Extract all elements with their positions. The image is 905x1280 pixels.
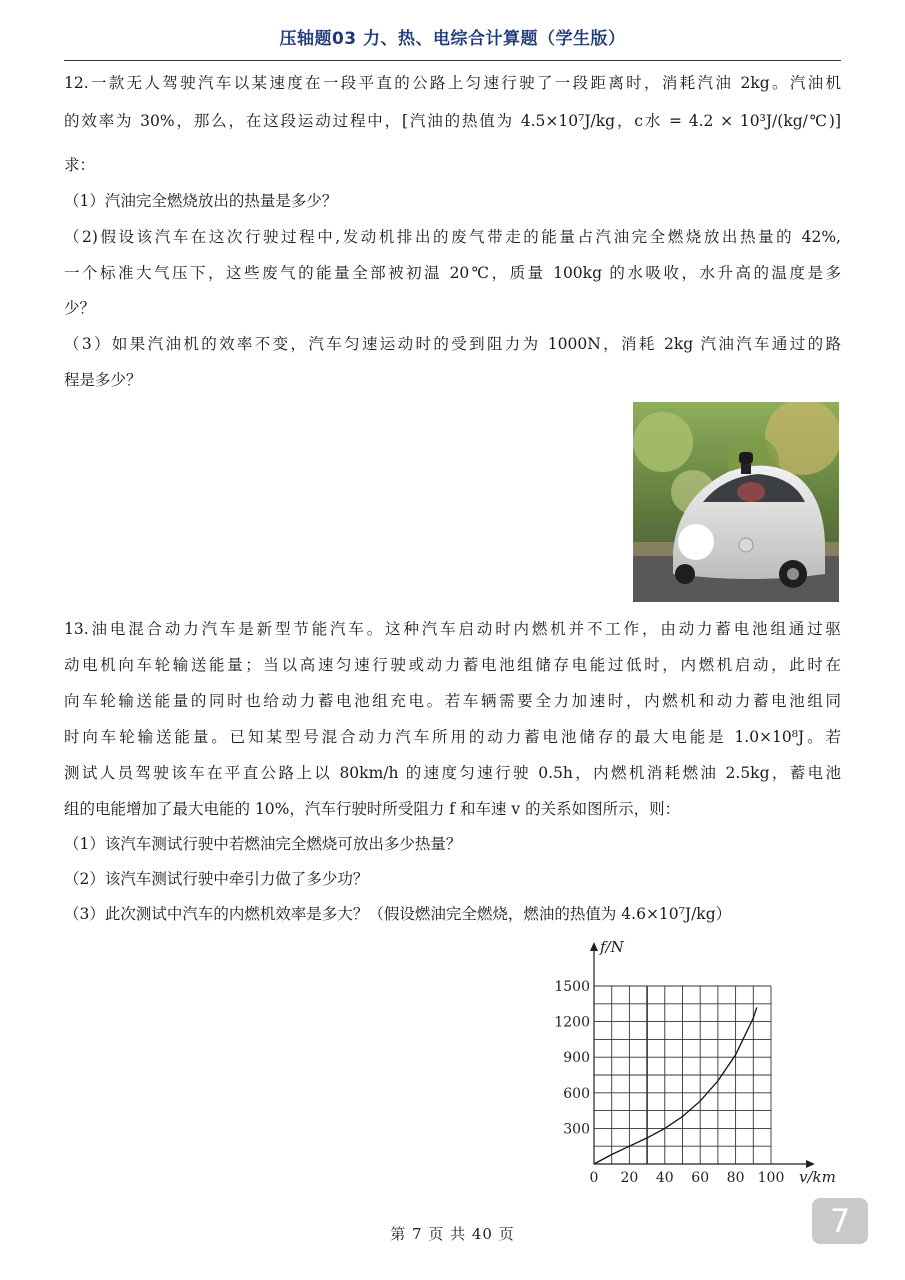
x-tick-label: 100 xyxy=(757,1170,785,1186)
y-tick-label: 300 xyxy=(563,1121,590,1138)
q13-sub3: （3）此次测试中汽车的内燃机效率是多大？（假设燃油完全燃烧，燃油的热值为 4.6×10⁷J/kg） xyxy=(64,905,732,923)
x-tick-label: 40 xyxy=(655,1170,674,1186)
q12-sub2-line-3: 少？ xyxy=(64,299,96,317)
q12-sub3-line-2: 程是多少？ xyxy=(64,371,142,389)
y-tick-label: 900 xyxy=(563,1050,590,1067)
y-tick-label: 600 xyxy=(563,1085,590,1102)
q12-sub2-line-1: （2)假设该汽车在这次行驶过程中,发动机排出的废气带走的能量占汽油完全燃烧放出热量的 42%, xyxy=(64,228,841,246)
q12-sub3-line-1: （3）如果汽油机的效率不变，汽车匀速运动时的受到阻力为 1000N，消耗 2kg 汽油汽车通过的路 xyxy=(64,335,841,353)
chart-svg xyxy=(540,928,850,1190)
x-tick-label: 80 xyxy=(726,1170,745,1186)
q13-line-3: 向车轮输送能量的同时也给动力蓄电池组充电。若车辆需要全力加速时，内燃机和动力蓄电池组同 xyxy=(64,692,841,710)
q13-sub2: （2）该汽车测试行驶中牵引力做了多少功？ xyxy=(64,870,369,888)
page-header-title: 压轴题03 力、热、电综合计算题（学生版） xyxy=(279,29,626,49)
q12-line-2: 的效率为 30%，那么，在这段运动过程中，[汽油的热值为 4.5×10⁷J/kg，c水 = 4.2 × 10³J/(kg/℃)] xyxy=(64,112,841,130)
q12-sub2-line-2: 一个标准大气压下，这些废气的能量全部被初温 20℃，质量 100kg 的水吸收，水升高的温度是多 xyxy=(64,264,841,282)
q12-sub1: （1）汽油完全燃烧放出的热量是多少？ xyxy=(64,192,338,210)
x-axis-label: v/km xyxy=(799,1168,836,1186)
x-tick-label: 20 xyxy=(620,1170,639,1186)
x-axis-arrow xyxy=(806,1160,815,1168)
q13-line-2: 动电机向车轮输送能量；当以高速匀速行驶或动力蓄电池组储存电能过低时，内燃机启动，此时在 xyxy=(64,656,841,674)
q13-sub1: （1）该汽车测试行驶中若燃油完全燃烧可放出多少热量？ xyxy=(64,835,462,853)
q13-line-6: 组的电能增加了最大电能的 10%，汽车行驶时所受阻力 f 和车速 v 的关系如图所示，则： xyxy=(64,800,681,818)
x-tick-label: 0 xyxy=(589,1170,599,1186)
page-number-footer: 第 7 页 共 40 页 xyxy=(390,1225,515,1243)
q12-line-3: 求： xyxy=(64,156,96,174)
x-tick-label: 60 xyxy=(691,1170,710,1186)
page-number-badge: 7 xyxy=(812,1198,868,1244)
header-divider xyxy=(64,60,841,61)
friction-speed-chart xyxy=(540,928,850,1190)
y-axis-label: f/N xyxy=(600,938,624,956)
self-driving-car-photo xyxy=(633,402,839,602)
y-tick-label: 1500 xyxy=(554,979,590,995)
series-line-f-vs-v xyxy=(594,1007,757,1164)
y-tick-label: 1200 xyxy=(554,1014,590,1031)
q13-line-1: 13.油电混合动力汽车是新型节能汽车。这种汽车启动时内燃机并不工作，由动力蓄电池组通过驱 xyxy=(64,620,841,638)
y-axis-arrow xyxy=(590,942,598,951)
q13-line-4: 时向车轮输送能量。已知某型号混合动力汽车所用的动力蓄电池储存的最大电能是 1.0×10⁸J。若 xyxy=(64,728,841,746)
q12-line-1: 12.一款无人驾驶汽车以某速度在一段平直的公路上匀速行驶了一段距离时，消耗汽油 2kg。汽油机 xyxy=(64,74,841,92)
q13-line-5: 测试人员驾驶该车在平直公路上以 80km/h 的速度匀速行驶 0.5h，内燃机消耗燃油 2.5kg，蓄电池 xyxy=(64,764,841,782)
